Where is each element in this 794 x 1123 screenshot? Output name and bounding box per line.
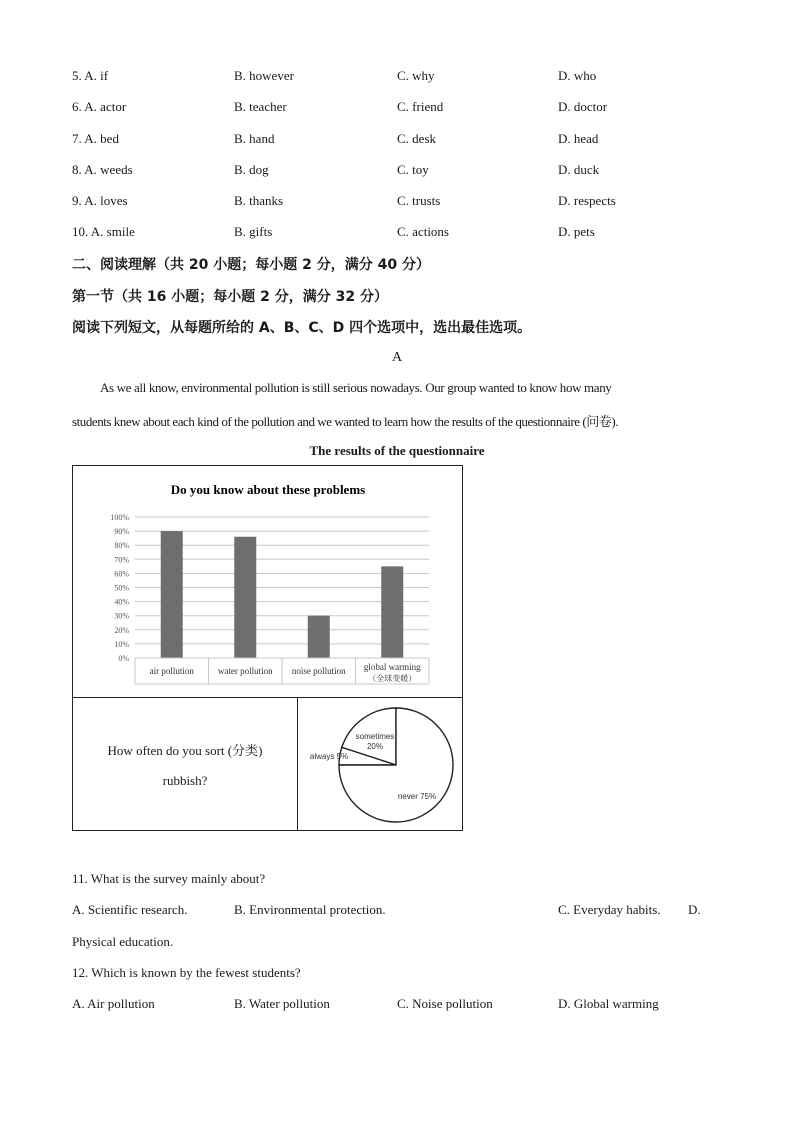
x-tick-label: global warming	[363, 662, 421, 672]
q11-option-b: B. Environmental protection.	[234, 902, 386, 917]
y-tick-label: 20%	[114, 625, 129, 635]
q11-option-a: A. Scientific research.	[72, 902, 188, 917]
option-b: B. gifts	[234, 224, 273, 239]
bar-chart-y-ticks	[110, 513, 129, 663]
passage-line-1: As we all know, environmental pollution is still serious nowadays. Our group wanted to know how many	[100, 380, 612, 395]
option-b: B. teacher	[234, 99, 287, 114]
option-b: B. thanks	[234, 193, 284, 208]
option-c: C. why	[397, 68, 435, 83]
y-tick-label: 30%	[114, 611, 129, 621]
y-tick-label: 10%	[114, 639, 129, 649]
y-tick-label: 50%	[114, 583, 129, 593]
q11-option-d: D.	[688, 902, 701, 917]
option-c: C. toy	[397, 162, 429, 177]
option-c: C. desk	[397, 131, 436, 146]
option-row-10	[72, 224, 732, 244]
option-c: C. actions	[397, 224, 449, 239]
option-d: D. respects	[558, 193, 616, 208]
option-row-7	[72, 131, 732, 151]
bar-chart-bars	[161, 531, 404, 658]
bar	[234, 537, 256, 658]
x-tick-note: （全球变暖）	[368, 674, 417, 683]
x-tick-label: noise pollution	[291, 666, 346, 676]
x-tick-label: water pollution	[217, 666, 273, 676]
question-11: 11. What is the survey mainly about?	[72, 871, 266, 886]
q11-option-d-text: Physical education.	[72, 934, 174, 949]
option-c: C. friend	[397, 99, 444, 114]
section-instruction: 阅读下列短文，从每题所给的 A、B、C、D 四个选项中，选出最佳选项。	[72, 320, 532, 336]
q11-option-c: C. Everyday habits.	[558, 902, 661, 917]
y-tick-label: 90%	[114, 527, 129, 537]
pie-label: 20%	[366, 742, 384, 751]
option-a: 5. A. if	[72, 68, 109, 83]
figure-title: The results of the questionnaire	[309, 443, 485, 458]
x-tick-label: air pollution	[149, 666, 194, 676]
option-row-6	[72, 99, 732, 119]
q12-option-b: B. Water pollution	[234, 996, 330, 1011]
bar	[381, 566, 403, 658]
q12-option-a: A. Air pollution	[72, 996, 155, 1011]
section-part: 第一节（共 16 小题；每小题 2 分，满分 32 分）	[72, 289, 388, 305]
option-d: D. who	[558, 68, 597, 83]
pie-chart-slices	[339, 708, 453, 822]
option-b: B. dog	[234, 162, 269, 177]
pie-chart	[298, 697, 462, 830]
bar	[161, 531, 183, 658]
option-d: D. pets	[558, 224, 595, 239]
passage-line-2: students knew about each kind of the pollution and we wanted to learn how the results of the questionnaire (问卷).	[72, 414, 619, 429]
pie-label: always 5%	[309, 752, 349, 761]
option-row-5	[72, 68, 732, 88]
q12-option-d: D. Global warming	[558, 996, 659, 1011]
option-d: D. doctor	[558, 99, 608, 114]
pie-label: never 75%	[397, 792, 437, 801]
option-a: 10. A. smile	[72, 224, 135, 239]
option-a: 9. A. loves	[72, 193, 128, 208]
option-d: D. head	[558, 131, 599, 146]
section-heading: 二、阅读理解（共 20 小题；每小题 2 分，满分 40 分）	[72, 257, 430, 273]
bar-chart-title: Do you know about these problems	[170, 482, 366, 497]
passage-letter: A	[391, 350, 403, 365]
option-a: 6. A. actor	[72, 99, 127, 114]
pie-chart-cell	[298, 697, 462, 830]
question-12: 12. Which is known by the fewest students?	[72, 965, 301, 980]
y-tick-label: 60%	[114, 569, 129, 579]
bar-chart	[73, 466, 462, 696]
bar-chart-x-labels	[135, 658, 429, 684]
option-a: 8. A. weeds	[72, 162, 133, 177]
option-b: B. hand	[234, 131, 275, 146]
q12-option-c: C. Noise pollution	[397, 996, 493, 1011]
sort-question: How often do you sort (分类)	[107, 743, 263, 758]
option-row-8	[72, 162, 732, 182]
question-cell	[73, 697, 298, 830]
questionnaire-table	[72, 465, 463, 831]
sort-question-2: rubbish?	[162, 773, 208, 788]
y-tick-label: 100%	[110, 513, 129, 522]
bar-chart-cell	[73, 466, 462, 698]
y-tick-label: 0%	[118, 654, 129, 663]
option-row-9	[72, 193, 732, 213]
y-tick-label: 70%	[114, 555, 129, 565]
option-d: D. duck	[558, 162, 600, 177]
bar	[308, 616, 330, 658]
option-c: C. trusts	[397, 193, 441, 208]
option-a: 7. A. bed	[72, 131, 119, 146]
pie-label: sometimes	[355, 732, 395, 741]
y-tick-label: 40%	[114, 597, 129, 607]
option-b: B. however	[234, 68, 294, 83]
y-tick-label: 80%	[114, 541, 129, 551]
